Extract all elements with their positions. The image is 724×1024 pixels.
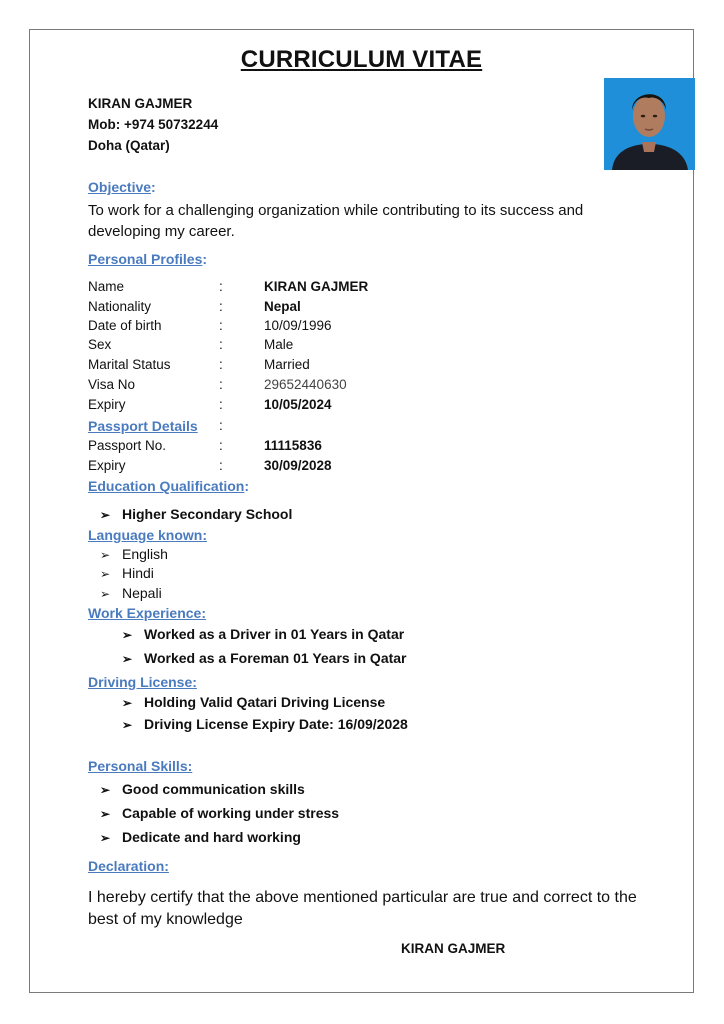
profile-value-dob: 10/09/1996 xyxy=(264,318,332,333)
bullet-arrow-icon: ➢ xyxy=(100,567,111,581)
profile-colon: : xyxy=(219,357,223,372)
personal-skills-heading: Personal Skills: xyxy=(88,758,193,774)
language-item: ➢ English xyxy=(100,546,168,562)
profile-colon: : xyxy=(219,377,223,392)
skill-item: ➢ Dedicate and hard working xyxy=(100,829,301,845)
driving-item: ➢ Holding Valid Qatari Driving License xyxy=(122,694,386,710)
skill-item: ➢ Capable of working under stress xyxy=(100,805,340,821)
header-name: KIRAN GAJMER xyxy=(88,96,193,111)
passport-heading-colon: : xyxy=(219,418,223,433)
profile-photo xyxy=(604,78,695,170)
objective-text-line1: To work for a challenging organization while contributing to its success and xyxy=(88,202,584,219)
profile-colon: : xyxy=(219,318,223,333)
work-item: ➢ Worked as a Foreman 01 Years in Qatar xyxy=(122,650,407,666)
profile-label: Expiry xyxy=(88,397,126,412)
education-item: ➢ Higher Secondary School xyxy=(100,506,293,522)
education-heading: Education Qualification xyxy=(88,478,245,494)
education-heading-colon: : xyxy=(244,478,250,494)
profile-label: Nationality xyxy=(88,299,152,314)
bullet-arrow-icon: ➢ xyxy=(100,831,111,845)
profile-colon: : xyxy=(219,299,223,314)
profile-value-nationality: Nepal xyxy=(264,299,301,314)
skill-item: ➢ Good communication skills xyxy=(100,781,305,797)
profile-value-visa-no: 29652440630 xyxy=(264,377,347,392)
passport-colon: : xyxy=(219,438,223,453)
language-item: ➢ Hindi xyxy=(100,565,154,581)
profile-colon: : xyxy=(219,397,223,412)
profile-value-name: KIRAN GAJMER xyxy=(264,279,369,294)
personal-profiles-heading-row xyxy=(88,251,207,269)
profile-value-sex: Male xyxy=(264,337,294,352)
personal-profiles-heading: Personal Profiles xyxy=(88,251,203,267)
language-heading: Language known: xyxy=(88,527,207,543)
cv-page xyxy=(29,29,694,993)
profile-value-visa-expiry: 10/05/2024 xyxy=(264,397,332,412)
passport-label: Passport No. xyxy=(88,438,167,453)
objective-heading-row xyxy=(88,179,156,197)
declaration-heading: Declaration: xyxy=(88,858,169,874)
passport-value-number: 11115836 xyxy=(264,438,322,453)
personal-profiles-heading-colon: : xyxy=(202,251,208,267)
bullet-arrow-icon: ➢ xyxy=(100,807,111,821)
language-item: ➢ Nepali xyxy=(100,585,162,601)
bullet-arrow-icon: ➢ xyxy=(122,718,133,732)
bullet-arrow-icon: ➢ xyxy=(122,628,133,642)
profile-label: Visa No xyxy=(88,377,136,392)
signature-name: KIRAN GAJMER xyxy=(401,941,506,956)
work-item: ➢ Worked as a Driver in 01 Years in Qatar xyxy=(122,626,405,642)
work-experience-heading: Work Experience: xyxy=(88,605,207,621)
driving-item: ➢ Driving License Expiry Date: 16/09/2028 xyxy=(122,716,408,732)
bullet-arrow-icon: ➢ xyxy=(122,696,133,710)
profile-colon: : xyxy=(219,337,223,352)
passport-colon: : xyxy=(219,458,223,473)
profile-label: Marital Status xyxy=(88,357,171,372)
education-heading-row xyxy=(88,478,249,496)
profile-label: Date of birth xyxy=(88,318,162,333)
passport-details-heading: Passport Details xyxy=(88,418,198,434)
bullet-arrow-icon: ➢ xyxy=(100,548,111,562)
bullet-arrow-icon: ➢ xyxy=(100,587,111,601)
objective-heading: Objective xyxy=(88,179,152,195)
bullet-arrow-icon: ➢ xyxy=(122,652,133,666)
header-location: Doha (Qatar) xyxy=(88,138,170,153)
passport-value-expiry: 30/09/2028 xyxy=(264,458,332,473)
bullet-arrow-icon: ➢ xyxy=(100,783,111,797)
bullet-arrow-icon: ➢ xyxy=(100,508,111,522)
driving-license-heading: Driving License: xyxy=(88,674,197,690)
profile-colon: : xyxy=(219,279,223,294)
objective-heading-colon: : xyxy=(151,179,156,195)
declaration-text: I hereby certify that the above mentioned particular are true and correct to the best of my knowledge xyxy=(88,889,637,928)
objective-text-line2: developing my career. xyxy=(88,223,235,240)
cv-title: CURRICULUM VITAE xyxy=(240,46,483,73)
profile-label: Name xyxy=(88,279,125,294)
passport-label: Expiry xyxy=(88,458,126,473)
header-mobile: Mob: +974 50732244 xyxy=(88,117,219,132)
profile-label: Sex xyxy=(88,337,112,352)
profile-value-marital-status: Married xyxy=(264,357,310,372)
